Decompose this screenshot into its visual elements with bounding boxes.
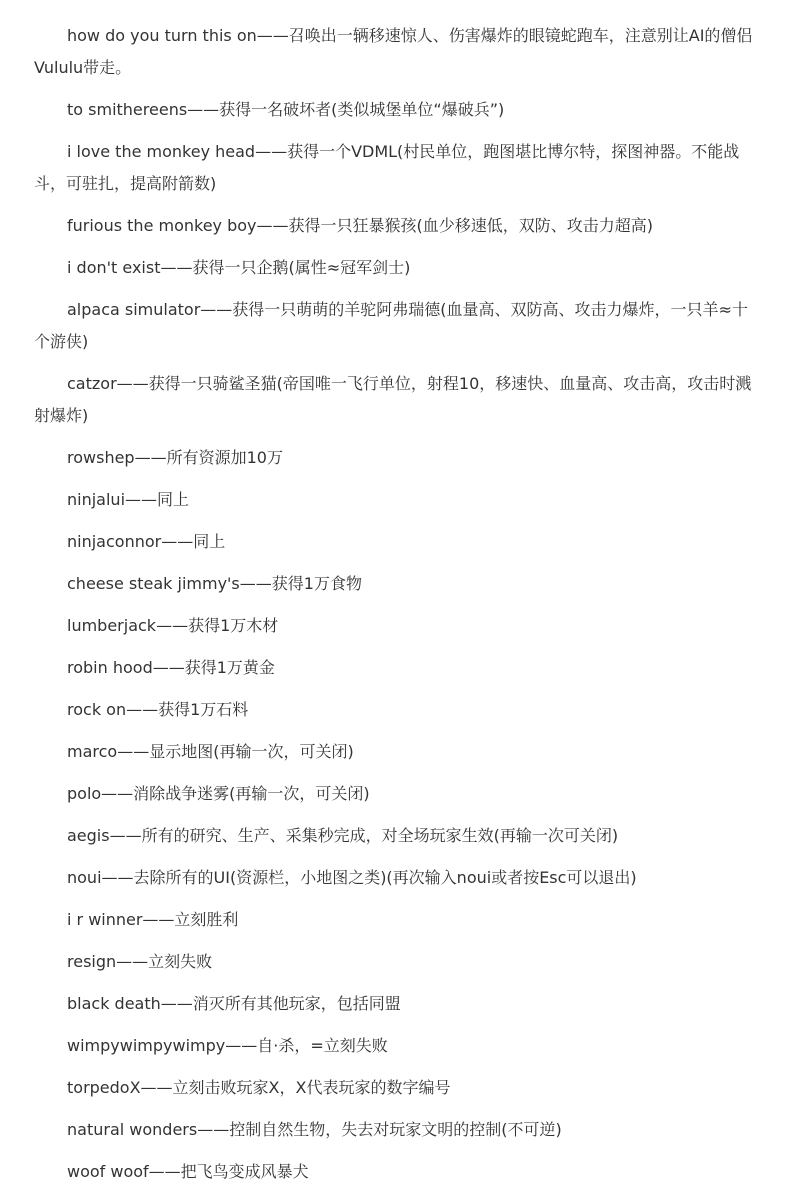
cheat-entry-10: ninjaconnor——同上 <box>67 532 226 551</box>
cheat-entry-1: how do you turn this on——召唤出一辆移速惊人、伤害爆炸的眼镜蛇跑车，注意别让AI的僧侣Vululu带走。 <box>34 26 753 77</box>
cheat-entry-18: noui——去除所有的UI(资源栏，小地图之类)(再次输入noui或者按Esc可以退出) <box>67 868 637 887</box>
cheat-entry-20: resign——立刻失败 <box>67 952 213 971</box>
cheat-entry-14: rock on——获得1万石料 <box>67 700 249 719</box>
cheat-entry-11: cheese steak jimmy's——获得1万食物 <box>67 574 362 593</box>
cheat-entry-15: marco——显示地图(再输一次，可关闭) <box>67 742 354 761</box>
cheat-entry-24: natural wonders——控制自然生物，失去对玩家文明的控制(不可逆) <box>67 1120 562 1139</box>
cheat-entry-4: furious the monkey boy——获得一只狂暴猴孩(血少移速低，双防、攻击力超高) <box>67 216 654 235</box>
cheat-entry-8: rowshep——所有资源加10万 <box>67 448 283 467</box>
cheat-entry-5: i don't exist——获得一只企鹅(属性≈冠军剑士) <box>67 258 411 277</box>
cheat-entry-3: i love the monkey head——获得一个VDML(村民单位，跑图堪比博尔特，探图神器。不能战斗，可驻扎，提高附箭数) <box>34 142 740 193</box>
cheat-entry-12: lumberjack——获得1万木材 <box>67 616 279 635</box>
cheat-entry-13: robin hood——获得1万黄金 <box>67 658 275 677</box>
cheat-entry-9: ninjalui——同上 <box>67 490 190 509</box>
cheat-entry-23: torpedoX——立刻击败玩家X，X代表玩家的数字编号 <box>67 1078 451 1097</box>
cheat-entry-25: woof woof——把飞鸟变成风暴犬 <box>67 1162 309 1181</box>
cheat-entry-17: aegis——所有的研究、生产、采集秒完成，对全场玩家生效(再输一次可关闭) <box>67 826 619 845</box>
cheat-entry-21: black death——消灭所有其他玩家，包括同盟 <box>67 994 401 1013</box>
cheat-entry-7: catzor——获得一只骑鲨圣猫(帝国唯一飞行单位，射程10，移速快、血量高、攻击高，攻击时溅射爆炸) <box>34 374 752 425</box>
cheat-entry-19: i r winner——立刻胜利 <box>67 910 239 929</box>
cheat-entry-16: polo——消除战争迷雾(再输一次，可关闭) <box>67 784 370 803</box>
cheat-entry-6: alpaca simulator——获得一只萌萌的羊驼阿弗瑞德(血量高、双防高、攻击力爆炸，一只羊≈十个游侠) <box>34 300 748 351</box>
cheat-entry-2: to smithereens——获得一名破坏者(类似城堡单位“爆破兵”) <box>67 100 505 119</box>
cheat-entry-22: wimpywimpywimpy——自·杀，=立刻失败 <box>67 1036 388 1055</box>
